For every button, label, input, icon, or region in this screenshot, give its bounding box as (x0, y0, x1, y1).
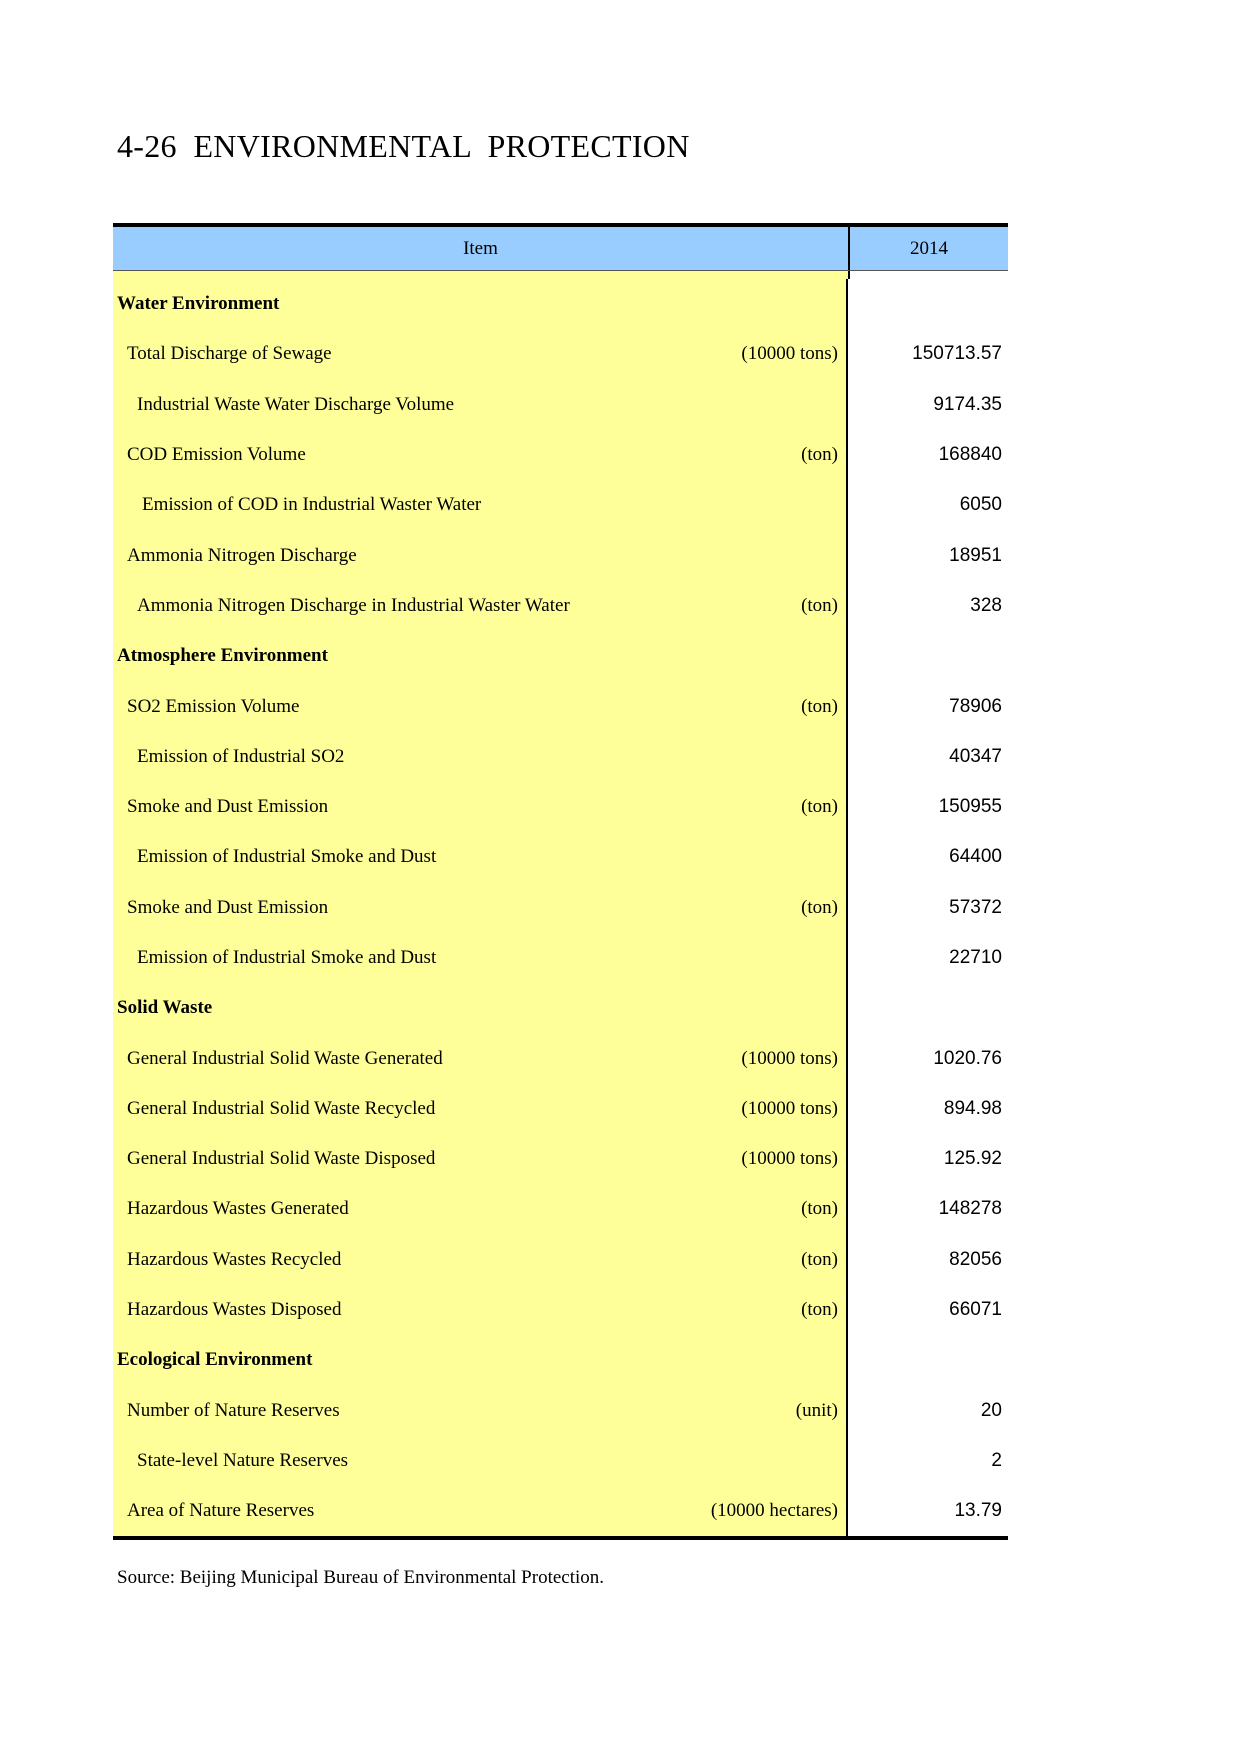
unit-label: (ton) (801, 594, 838, 616)
value-cell: 125.92 (943, 1148, 1002, 1170)
table-row (113, 832, 1008, 882)
table-row (113, 782, 1008, 832)
item-cell (113, 933, 848, 983)
table-spacer (113, 271, 1008, 279)
unit-label: (10000 tons) (741, 1148, 838, 1170)
item-cell (113, 1033, 848, 1083)
section-label: Solid Waste (117, 997, 213, 1019)
item-cell (113, 681, 848, 731)
value-cell: 2 (991, 1449, 1002, 1471)
value-cell: 64400 (949, 846, 1002, 868)
value-cell: 66071 (949, 1299, 1002, 1321)
table-row (113, 581, 1008, 631)
item-cell (113, 631, 848, 681)
value-cell: 328 (970, 594, 1002, 616)
item-cell (113, 1436, 848, 1486)
item-label: Emission of Industrial Smoke and Dust (137, 846, 437, 868)
item-label: Total Discharge of Sewage (127, 343, 332, 365)
unit-label: (ton) (801, 444, 838, 466)
table-row (113, 430, 1008, 480)
table-row (113, 1486, 1008, 1536)
item-cell (113, 1184, 848, 1234)
item-cell (113, 380, 848, 430)
item-label: Emission of Industrial SO2 (137, 745, 345, 767)
table-row (113, 681, 1008, 731)
unit-label: (unit) (795, 1399, 838, 1421)
table-row (113, 530, 1008, 580)
table-body (113, 279, 1008, 1536)
item-label: Smoke and Dust Emission (127, 896, 329, 918)
item-label: Smoke and Dust Emission (127, 796, 329, 818)
section-row (113, 983, 1008, 1033)
value-cell: 168840 (938, 444, 1002, 466)
unit-label: (ton) (801, 1198, 838, 1220)
item-cell (113, 480, 848, 530)
item-cell (113, 732, 848, 782)
section-label: Water Environment (117, 293, 280, 315)
table-row (113, 1285, 1008, 1335)
value-cell (848, 983, 1006, 1033)
value-cell: 78906 (949, 695, 1002, 717)
table-row (113, 380, 1008, 430)
table-row (113, 1386, 1008, 1436)
unit-label: (ton) (801, 796, 838, 818)
value-cell: 22710 (949, 947, 1002, 968)
item-cell (113, 329, 848, 379)
item-cell (113, 883, 848, 933)
table-row (113, 1184, 1008, 1234)
value-cell: 82056 (949, 1248, 1002, 1270)
item-cell (113, 530, 848, 580)
item-label: Area of Nature Reserves (127, 1500, 315, 1522)
table-row (113, 1134, 1008, 1184)
unit-label: (ton) (801, 1248, 838, 1270)
header-item: Item (113, 227, 850, 270)
table-row (113, 1235, 1008, 1285)
unit-label: (10000 tons) (741, 343, 838, 365)
item-label: Hazardous Wastes Disposed (127, 1299, 342, 1321)
section-label: Ecological Environment (117, 1349, 313, 1371)
table-row (113, 1033, 1008, 1083)
item-cell (113, 1386, 848, 1436)
unit-label: (ton) (801, 896, 838, 918)
section-row (113, 631, 1008, 681)
page-title: 4-26 ENVIRONMENTAL PROTECTION (117, 128, 690, 164)
item-label: Emission of Industrial Smoke and Dust (137, 947, 437, 968)
item-label: General Industrial Solid Waste Recycled (127, 1097, 436, 1119)
source-note: Source: Beijing Municipal Bureau of Environmental Protection. (117, 1567, 605, 1588)
value-cell: 20 (980, 1399, 1002, 1421)
item-label: Ammonia Nitrogen Discharge (127, 544, 357, 566)
item-label: Hazardous Wastes Recycled (127, 1248, 342, 1270)
table-row (113, 883, 1008, 933)
table-row (113, 1084, 1008, 1134)
item-cell (113, 832, 848, 882)
item-label: Emission of COD in Industrial Waster Water (142, 494, 482, 516)
value-cell (848, 279, 1006, 329)
value-cell: 894.98 (943, 1097, 1002, 1119)
item-cell (113, 1335, 848, 1385)
value-cell: 18951 (949, 544, 1002, 566)
item-label: Hazardous Wastes Generated (127, 1198, 349, 1220)
item-label: Number of Nature Reserves (127, 1399, 340, 1421)
section-row (113, 1335, 1008, 1385)
value-cell: 9174.35 (933, 393, 1002, 415)
item-label: SO2 Emission Volume (127, 695, 300, 717)
item-cell (113, 1486, 848, 1536)
section-label: Atmosphere Environment (117, 645, 328, 667)
table-row (113, 732, 1008, 782)
value-cell: 57372 (949, 896, 1002, 918)
unit-label: (10000 tons) (741, 1097, 838, 1119)
header-year: 2014 (910, 237, 948, 259)
item-cell (113, 1235, 848, 1285)
value-cell: 150955 (938, 796, 1002, 818)
table-row (113, 933, 1008, 983)
section-row (113, 279, 1008, 329)
value-cell: 13.79 (954, 1500, 1002, 1522)
table-row (113, 329, 1008, 379)
value-cell: 148278 (938, 1198, 1002, 1220)
item-label: General Industrial Solid Waste Generated (127, 1047, 443, 1069)
item-label: COD Emission Volume (127, 444, 306, 466)
unit-label: (ton) (801, 695, 838, 717)
table-header (113, 227, 1008, 271)
item-cell (113, 1134, 848, 1184)
table-row (113, 480, 1008, 530)
table-bottom-rule (113, 1536, 1008, 1540)
value-cell: 6050 (959, 494, 1002, 516)
item-cell (113, 1084, 848, 1134)
table-row (113, 1436, 1008, 1486)
item-label: Ammonia Nitrogen Discharge in Industrial Waster Water (137, 594, 570, 616)
unit-label: (ton) (801, 1299, 838, 1321)
item-cell (113, 581, 848, 631)
unit-label: (10000 hectares) (710, 1500, 838, 1522)
item-cell (113, 279, 848, 329)
value-cell: 150713.57 (912, 343, 1002, 365)
value-cell (848, 1335, 1006, 1385)
item-cell (113, 1285, 848, 1335)
unit-label: (10000 tons) (741, 1047, 838, 1069)
item-cell (113, 430, 848, 480)
data-table (113, 223, 1008, 1540)
item-label: State-level Nature Reserves (137, 1449, 349, 1471)
item-label: General Industrial Solid Waste Disposed (127, 1148, 436, 1170)
value-cell: 1020.76 (933, 1047, 1002, 1069)
value-cell: 40347 (949, 745, 1002, 767)
value-cell (848, 631, 1006, 681)
item-label: Industrial Waste Water Discharge Volume (137, 393, 455, 415)
item-cell (113, 983, 848, 1033)
item-cell (113, 782, 848, 832)
